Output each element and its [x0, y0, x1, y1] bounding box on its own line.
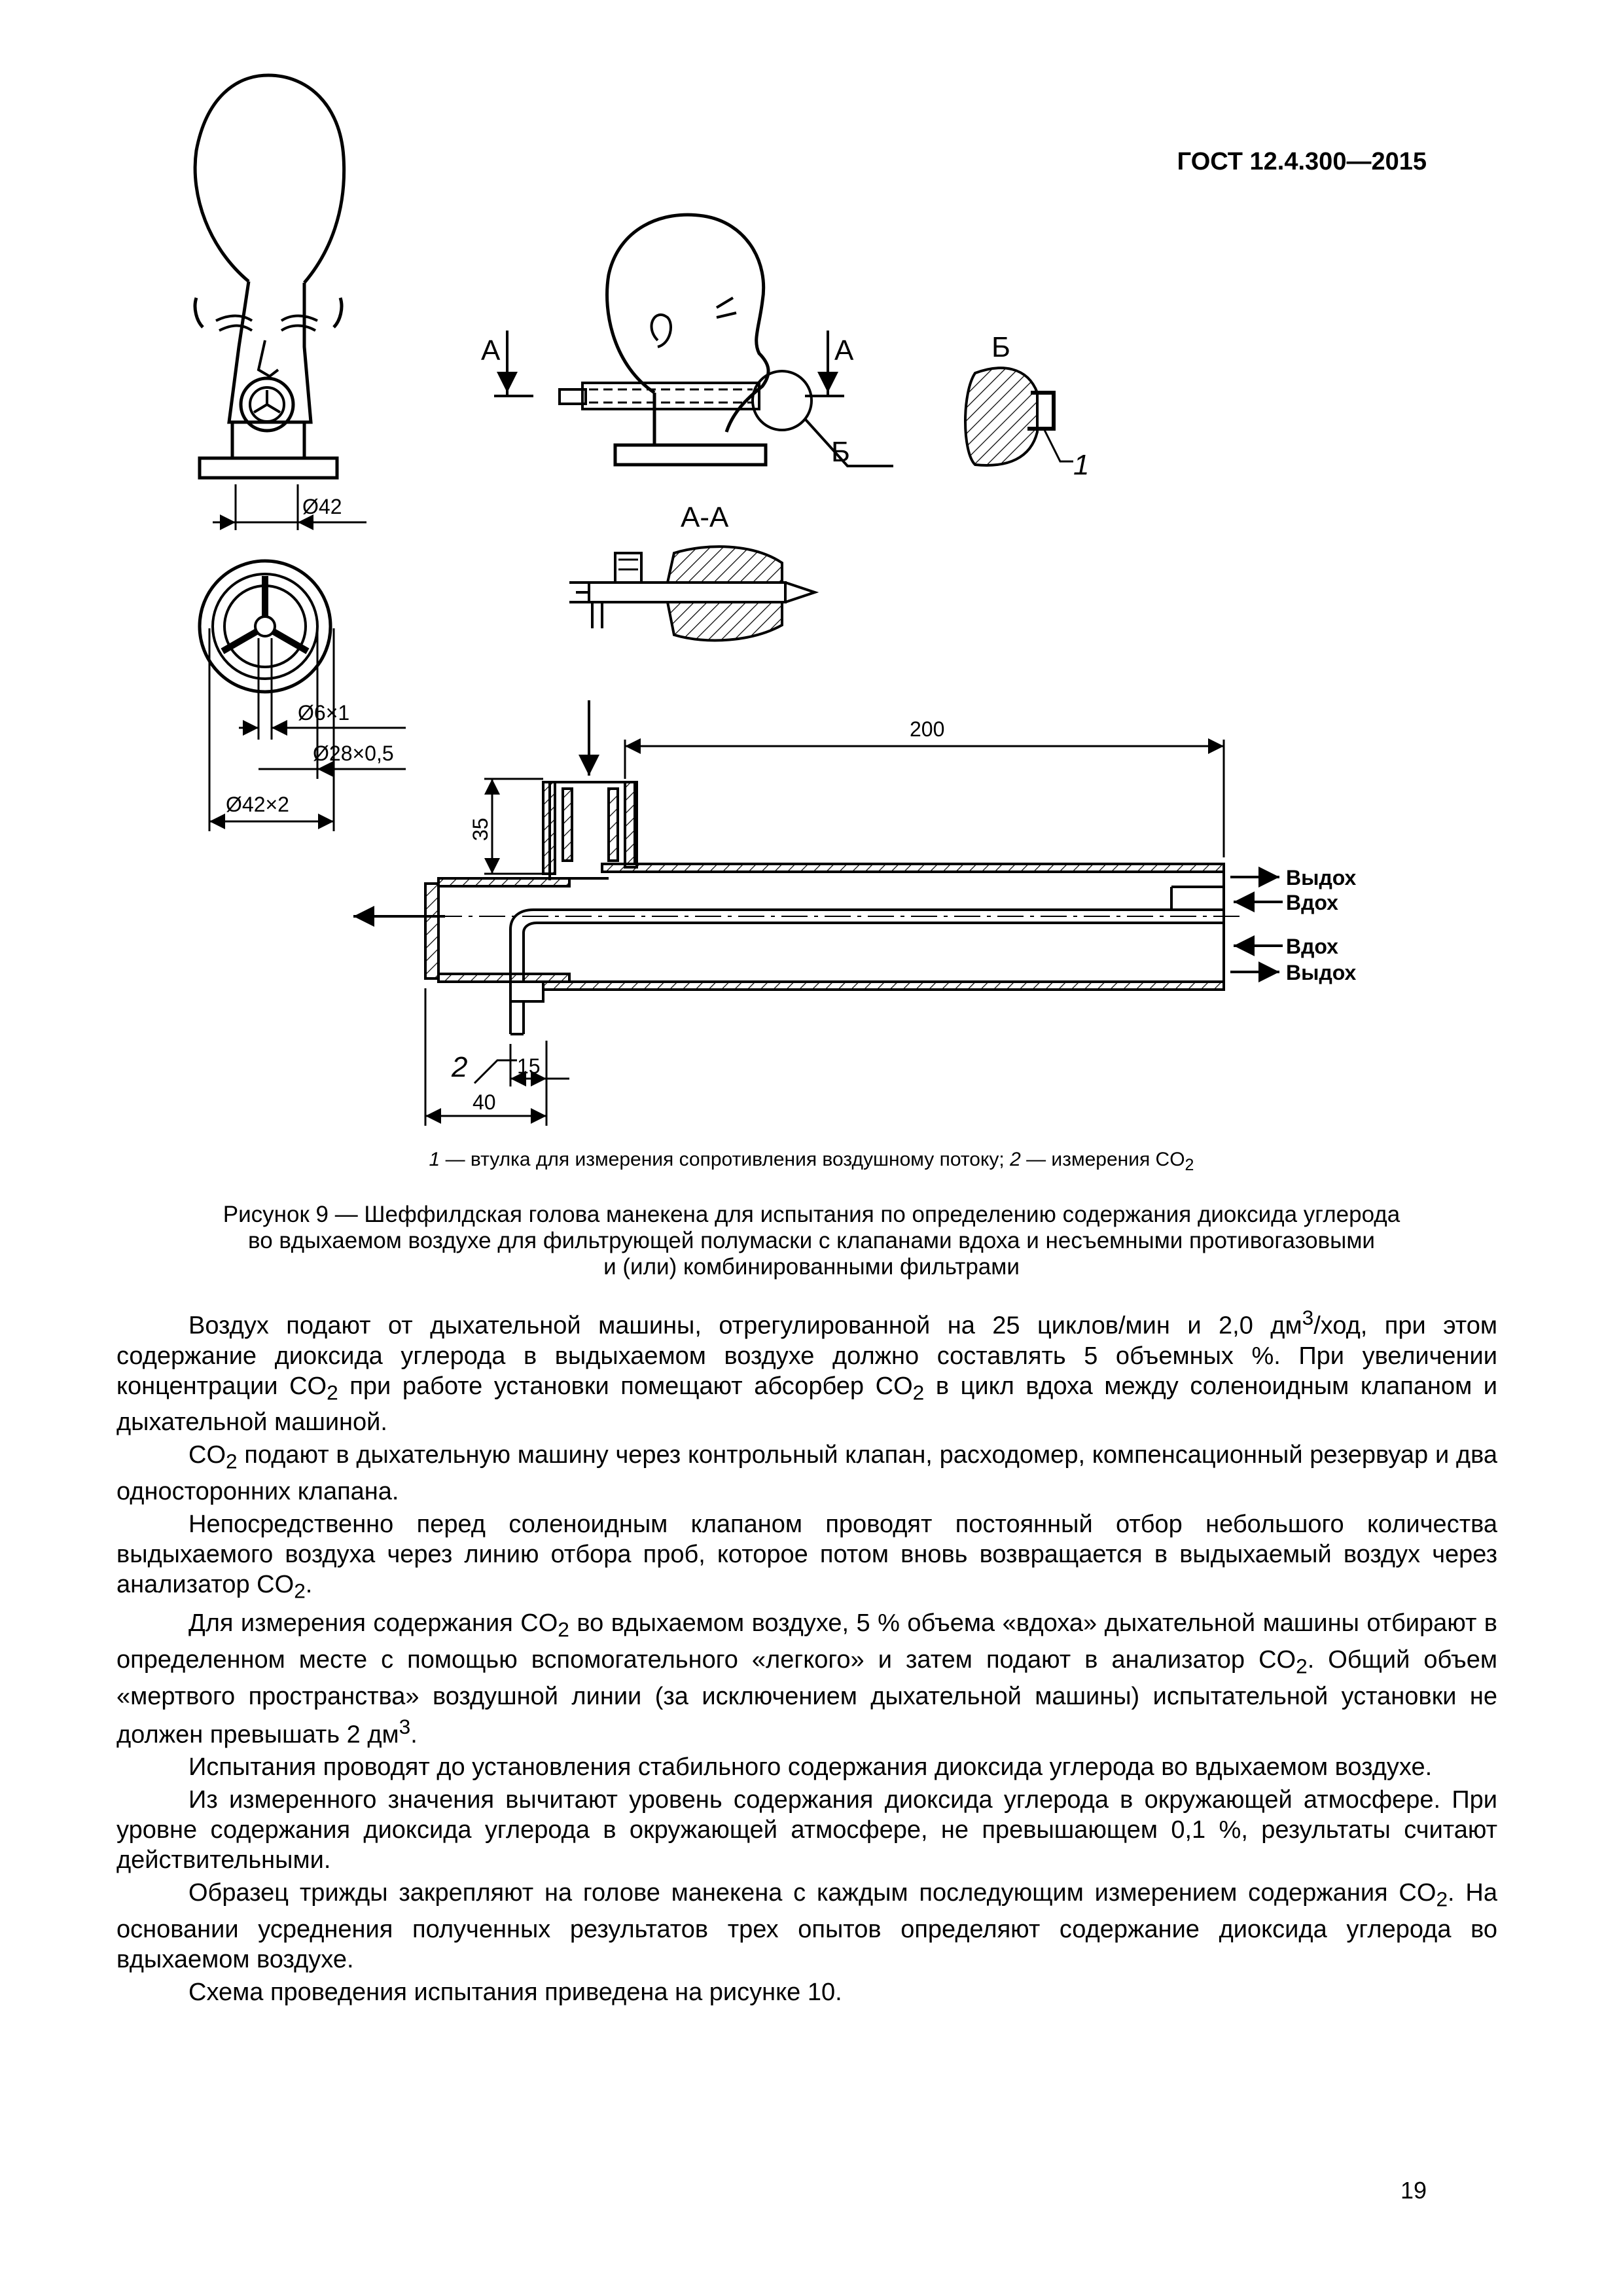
- flow-label-exhale-top: Выдох: [1286, 866, 1357, 889]
- section-label-a-right: А: [834, 334, 854, 367]
- flow-arrows: [1230, 877, 1283, 972]
- standard-number: ГОСТ 12.4.300—2015: [1177, 148, 1427, 175]
- section-title-aa: А-А: [681, 501, 729, 533]
- paragraph: Для измерения содержания $CO_2$ во вдыхаемом воздухе, 5 % объема «вдоха» дыхательной машины отбирают в определенном месте с помощью вспомогательного «легкого» и затем подают в анализатор $CO_2$. Общий объем «мертвого пространства» воздушной линии (за исключением дыхательной машины) испытательной установки не должен превышать 2 $дм^3$.: [116, 1609, 1497, 1749]
- section-label-a-left: А: [481, 334, 501, 367]
- paragraph: Из измеренного значения вычитают уровень содержания диоксида углерода в окружающей атмосфере. При уровне содержания диоксида углерода в окружающей атмосфере, не превышающем 0,1 %, результаты считают действительными.: [116, 1786, 1497, 1874]
- plan-view-circles: [200, 561, 330, 692]
- paragraph: Воздух подают от дыхательной машины, отрегулированной на 25 циклов/мин и 2,0 $дм^3$/ход, при этом содержание диоксида углерода в выдыхаемом воздухе должно составлять 5 объемных %. При увеличении концентрации $CO_2$ при работе установки помещают абсорбер $CO_2$ в цикл вдоха между соленоидным клапаном и дыхательной машиной.: [116, 1306, 1498, 1437]
- dim-200-label: 200: [910, 717, 945, 741]
- page-number: 19: [1400, 2177, 1427, 2204]
- paragraph: Схема проведения испытания приведена на рисунке 10.: [188, 1978, 842, 2006]
- dim-35-label: 35: [469, 817, 492, 841]
- flow-label-inhale-top: Вдох: [1286, 891, 1338, 914]
- caption-line: во вдыхаемом воздухе для фильтрующей полумаски с клапанами вдоха и несъемными противогазовыми: [248, 1228, 1375, 1253]
- dim-d6x1-label: Ø6×1: [298, 701, 350, 725]
- figure-legend: 1 — втулка для измерения сопротивления воздушному потоку; 2 — измерения $CO_2$: [429, 1149, 1194, 1174]
- dim-d42-top: [213, 484, 366, 530]
- head-side-view: [560, 215, 812, 465]
- head-front-view: [195, 75, 344, 478]
- figure-caption: [137, 1202, 1486, 1280]
- detail-b-view: [965, 368, 1073, 465]
- dim-d28x05-label: Ø28×0,5: [313, 742, 394, 765]
- callout-1: 1: [1073, 449, 1090, 481]
- paragraph: Образец трижды закрепляют на голове манекена с каждым последующим измерением содержания $CO_2$. На основании усреднения полученных результатов трех опытов определяют содержание диоксида углерода во вдыхаемом воздухе.: [116, 1879, 1497, 1973]
- detail-label-b: Б: [831, 436, 850, 468]
- detail-title-b: Б: [991, 331, 1010, 363]
- paragraph: Непосредственно перед соленоидным клапаном проводят постоянный отбор небольшого количества выдыхаемого воздуха через линию отбора проб, которое потом вновь возвращается в выдыхаемый воздух через анализатор $CO_2$.: [116, 1510, 1497, 1603]
- dim-15-label: 15: [517, 1054, 541, 1078]
- callout-2: 2: [452, 1051, 468, 1083]
- body-text: [116, 1302, 1497, 2010]
- flow-label-inhale-bottom: Вдох: [1286, 935, 1338, 958]
- flow-label-exhale-bottom: Выдох: [1286, 961, 1357, 984]
- section-aa-view: [569, 547, 815, 640]
- dim-40-label: 40: [473, 1090, 496, 1114]
- dim-d42x2-label: Ø42×2: [226, 793, 289, 816]
- paragraph: $CO_2$ подают в дыхательную машину через контрольный клапан, расходомер, компенсационный резервуар и два односторонних клапана.: [116, 1441, 1497, 1505]
- dim-d42-label: Ø42: [302, 495, 342, 518]
- tube-dimensions: [425, 700, 1224, 1126]
- caption-line: Рисунок 9 — Шеффилдская голова манекена для испытания по определению содержания диоксида углерода: [223, 1202, 1400, 1227]
- caption-line: и (или) комбинированными фильтрами: [603, 1254, 1020, 1280]
- paragraph: Испытания проводят до установления стабильного содержания диоксида углерода во вдыхаемом воздухе.: [188, 1753, 1433, 1782]
